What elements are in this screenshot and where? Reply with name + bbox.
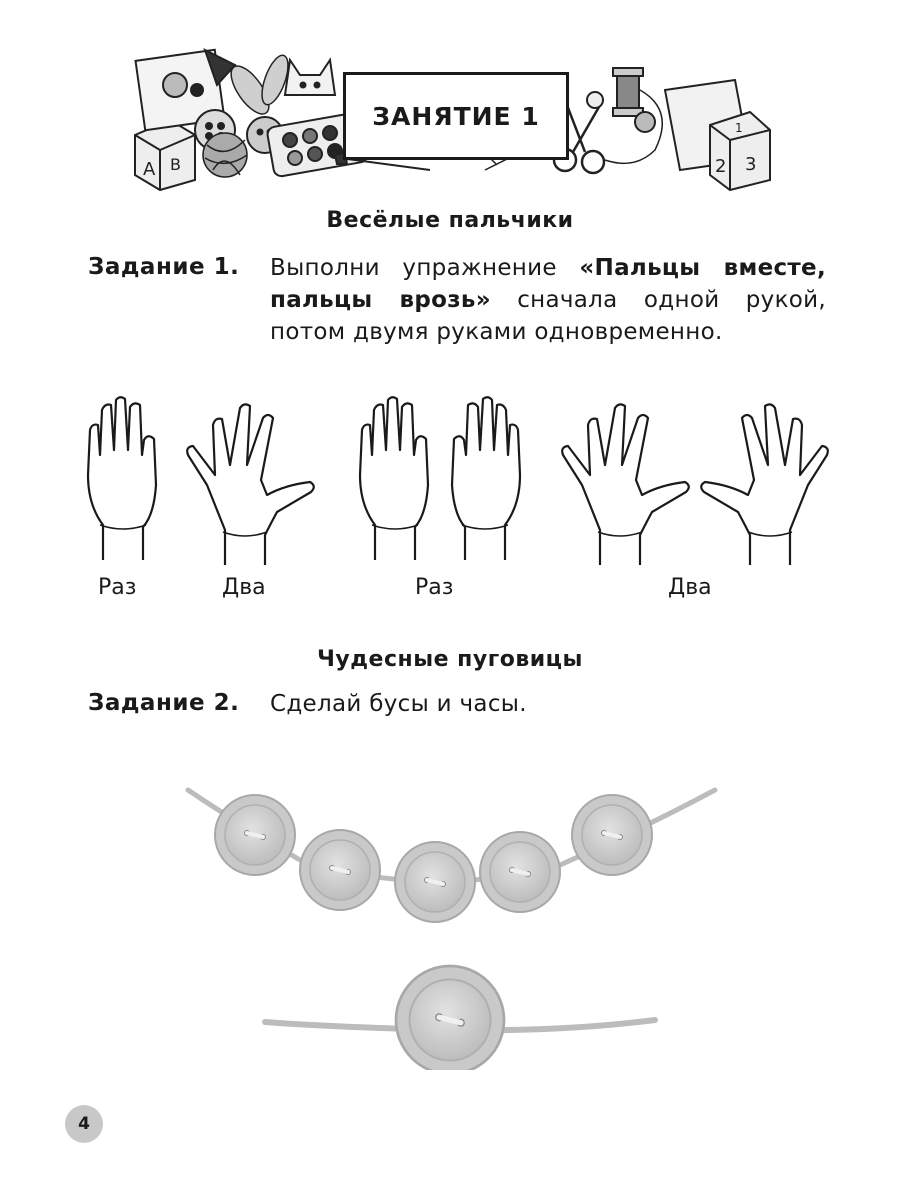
- hand-label-1: Раз: [98, 575, 137, 600]
- task2-text: Сделай бусы и часы.: [270, 691, 527, 717]
- bead-button: [300, 830, 380, 910]
- hand-icon: [360, 397, 428, 560]
- hands-illustration: [70, 395, 840, 565]
- hand-icon: [562, 404, 689, 565]
- bead-button: [572, 795, 652, 875]
- bead-button: [480, 832, 560, 912]
- bead-button: [215, 795, 295, 875]
- leaf-icon: [224, 52, 293, 120]
- task1-text-end: сначала одной рукой, потом двумя руками одновременно.: [270, 287, 827, 345]
- svg-text:2: 2: [715, 156, 727, 177]
- hand-icon: [701, 404, 828, 565]
- watch-button: [396, 966, 504, 1070]
- cat-icon: [285, 60, 335, 95]
- hand-label-2: Два: [222, 575, 266, 600]
- svg-text:3: 3: [745, 154, 757, 175]
- buttons-illustration: [180, 770, 725, 1070]
- svg-text:B: B: [170, 155, 181, 174]
- abc-block-icon: [135, 120, 195, 190]
- hand-icon: [452, 397, 520, 560]
- hand-label-3: Раз: [415, 575, 454, 600]
- task1-exercise-name: «Пальцы вместе, пальцы врозь»: [270, 255, 826, 313]
- hand-icon: [88, 397, 156, 560]
- bead-button: [395, 842, 475, 922]
- lesson-title: ЗАНЯТИЕ 1: [343, 72, 569, 160]
- page-number: 4: [65, 1105, 103, 1143]
- task2-label: Задание 2.: [88, 690, 240, 716]
- task1-label: Задание 1.: [88, 254, 240, 280]
- yarn-ball-icon: [203, 133, 247, 177]
- task1-text: [270, 252, 826, 348]
- task1-text-start: Выполни упражнение: [270, 255, 580, 281]
- hand-icon: [187, 404, 314, 565]
- hand-label-4: Два: [668, 575, 712, 600]
- svg-text:1: 1: [735, 121, 743, 135]
- svg-text:A: A: [143, 159, 156, 180]
- number-block-icon: [710, 112, 770, 190]
- section-title-fingers: Весёлые пальчики: [326, 208, 574, 233]
- section-title-buttons: Чудесные пуговицы: [317, 647, 583, 672]
